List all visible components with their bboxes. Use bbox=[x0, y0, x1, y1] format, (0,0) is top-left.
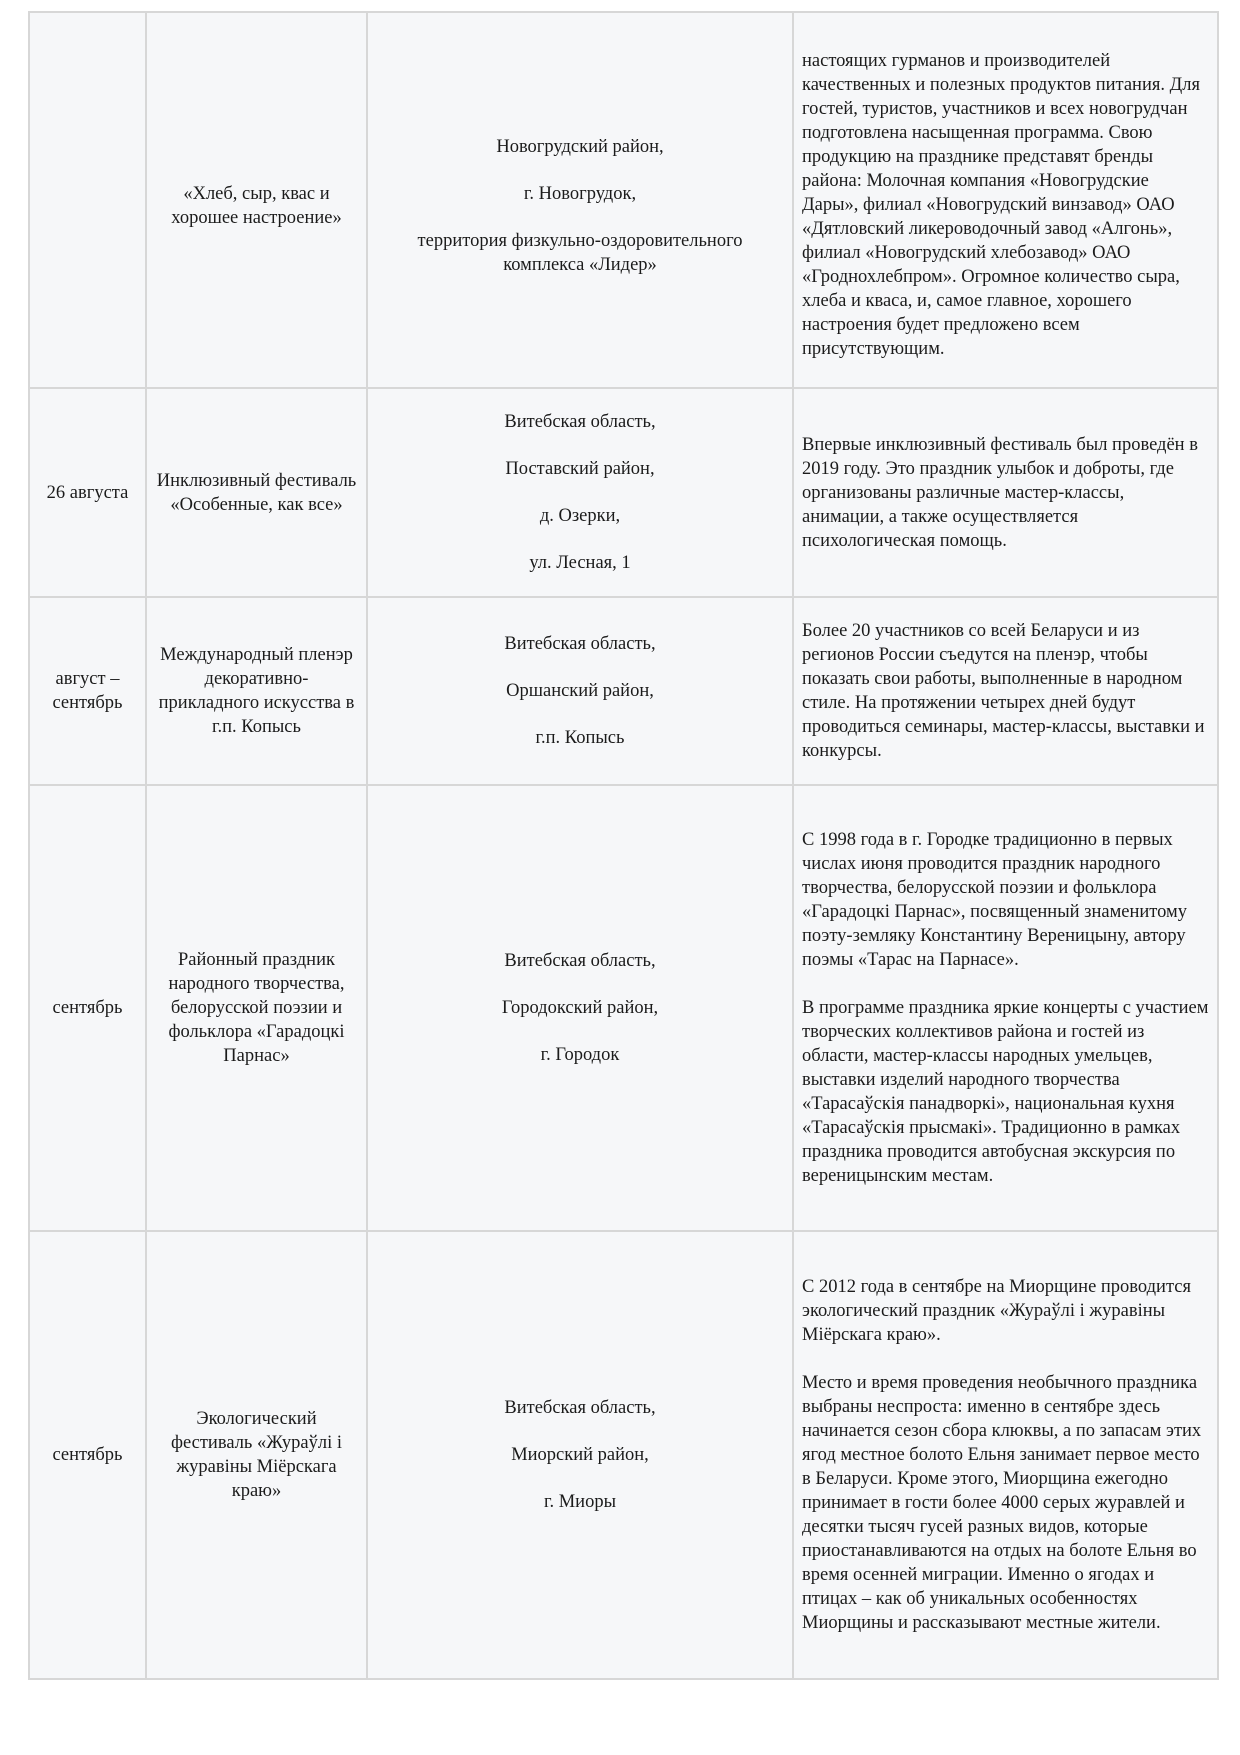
description-paragraph: Более 20 участников со всей Беларуси и из регионов России съедутся на пленэр, чтобы показать свои работы, выполненные в народном стиле. На протяжении четырех дней будут проводиться семинары, мастер-классы, выставки и конкурсы. bbox=[802, 621, 1205, 761]
table-row bbox=[29, 785, 1218, 1231]
date-cell: сентябрь bbox=[29, 785, 146, 1231]
location-cell bbox=[367, 388, 793, 597]
location-line: г. Городок bbox=[540, 1045, 620, 1065]
date-cell bbox=[29, 12, 146, 388]
events-table-body bbox=[29, 12, 1218, 1679]
description-paragraph: Впервые инклюзивный фестиваль был проведён в 2019 году. Это праздник улыбок и доброты, где организованы различные мастер-классы, анимации, а также осуществляется психологическая помощь. bbox=[802, 434, 1198, 551]
description-cell bbox=[793, 12, 1218, 388]
event-name-cell: Экологический фестиваль «Жураўлі і журавіны Міёрскага краю» bbox=[146, 1231, 367, 1679]
location-line: Оршанский район, bbox=[506, 681, 654, 701]
table-row bbox=[29, 388, 1218, 597]
description-cell bbox=[793, 388, 1218, 597]
location-cell bbox=[367, 12, 793, 388]
location-line: д. Озерки, bbox=[539, 506, 621, 526]
event-name-cell: Международный пленэр декоративно-прикладного искусства в г.п. Копысь bbox=[146, 597, 367, 785]
location-line: Витебская область, bbox=[504, 412, 656, 432]
location-line: г.п. Копысь bbox=[535, 728, 625, 748]
description-paragraph: настоящих гурманов и производителей качественных и полезных продуктов питания. Для гостей, туристов, участников и всех новогрудчан подготовлена насыщенная программа. Свою продукцию на празднике представят бренды района: Молочная компания «Новогрудские Дары», филиал «Новогрудский винзавод» ОАО «Дятловский ликероводочный завод «Алгонь», филиал «Новогрудский хлебозавод» ОАО «Гроднохлебпром». Огромное количество сыра, хлеба и кваса, и, самое главное, хорошего настроения будет предложено всем присутствующим. bbox=[802, 51, 1200, 359]
table-row bbox=[29, 1231, 1218, 1679]
description-paragraph: Место и время проведения необычного праздника выбраны неспроста: именно в сентябре здесь начинается сезон сбора клюквы, а по запасам этих ягод местное болото Ельня занимает первое место в Беларуси. Кроме этого, Миорщина ежегодно принимает в гости более 4000 серых журавлей и десятки тысяч гусей разных видов, которые приостанавливаются на отдых на болоте Ельня во время осенней миграции. Именно о ягодах и птицах – как об уникальных особенностях Миорщины и рассказывают местные жители. bbox=[802, 1373, 1202, 1633]
location-cell bbox=[367, 785, 793, 1231]
location-line: Поставский район, bbox=[505, 459, 655, 479]
description-paragraph: С 1998 года в г. Городке традиционно в первых числах июня проводится праздник народного творчества, белорусской поэзии и фольклора «Гарадоцкі Парнас», посвященный знаменитому поэту-земляку Константину Вереницыну, автору поэмы «Тарас на Парнасе». bbox=[802, 830, 1187, 970]
location-line: Витебская область, bbox=[504, 634, 656, 654]
description-cell bbox=[793, 785, 1218, 1231]
date-cell: август – сентябрь bbox=[29, 597, 146, 785]
description-cell bbox=[793, 1231, 1218, 1679]
event-name-cell: Районный праздник народного творчества, белорусской поэзии и фольклора «Гарадоцкі Парнас» bbox=[146, 785, 367, 1231]
location-line: ул. Лесная, 1 bbox=[529, 553, 631, 573]
location-line: Городокский район, bbox=[501, 998, 659, 1018]
location-cell bbox=[367, 1231, 793, 1679]
location-line: Миорский район, bbox=[511, 1445, 649, 1465]
description-cell bbox=[793, 597, 1218, 785]
event-name-cell: Инклюзивный фестиваль «Особенные, как все» bbox=[146, 388, 367, 597]
description-paragraph: В программе праздника яркие концерты с участием творческих коллективов района и гостей из области, мастер-классы народных умельцев, выставки изделий народного творчества «Тарасаўскія панадворкі», национальная кухня «Тарасаўскія прысмакі». Традиционно в рамках праздника проводится автобусная экскурсия по вереницынским местам. bbox=[802, 998, 1209, 1186]
description-paragraph: С 2012 года в сентябре на Миорщине проводится экологический праздник «Жураўлі і журавіны Міёрскага краю». bbox=[802, 1277, 1191, 1345]
location-line: Новогрудский район, bbox=[496, 136, 664, 157]
table-row bbox=[29, 12, 1218, 388]
date-cell: сентябрь bbox=[29, 1231, 146, 1679]
location-line: территория физкульно-оздоровительного комплекса «Лидер» bbox=[417, 230, 743, 275]
location-line: Витебская область, bbox=[504, 951, 656, 971]
location-cell bbox=[367, 597, 793, 785]
location-line: г. Миоры bbox=[543, 1492, 617, 1512]
events-table bbox=[28, 11, 1219, 1680]
event-name-cell: «Хлеб, сыр, квас и хорошее настроение» bbox=[146, 12, 367, 388]
location-line: Витебская область, bbox=[504, 1398, 656, 1418]
table-row bbox=[29, 597, 1218, 785]
date-cell: 26 августа bbox=[29, 388, 146, 597]
location-line: г. Новогрудок, bbox=[523, 183, 637, 204]
